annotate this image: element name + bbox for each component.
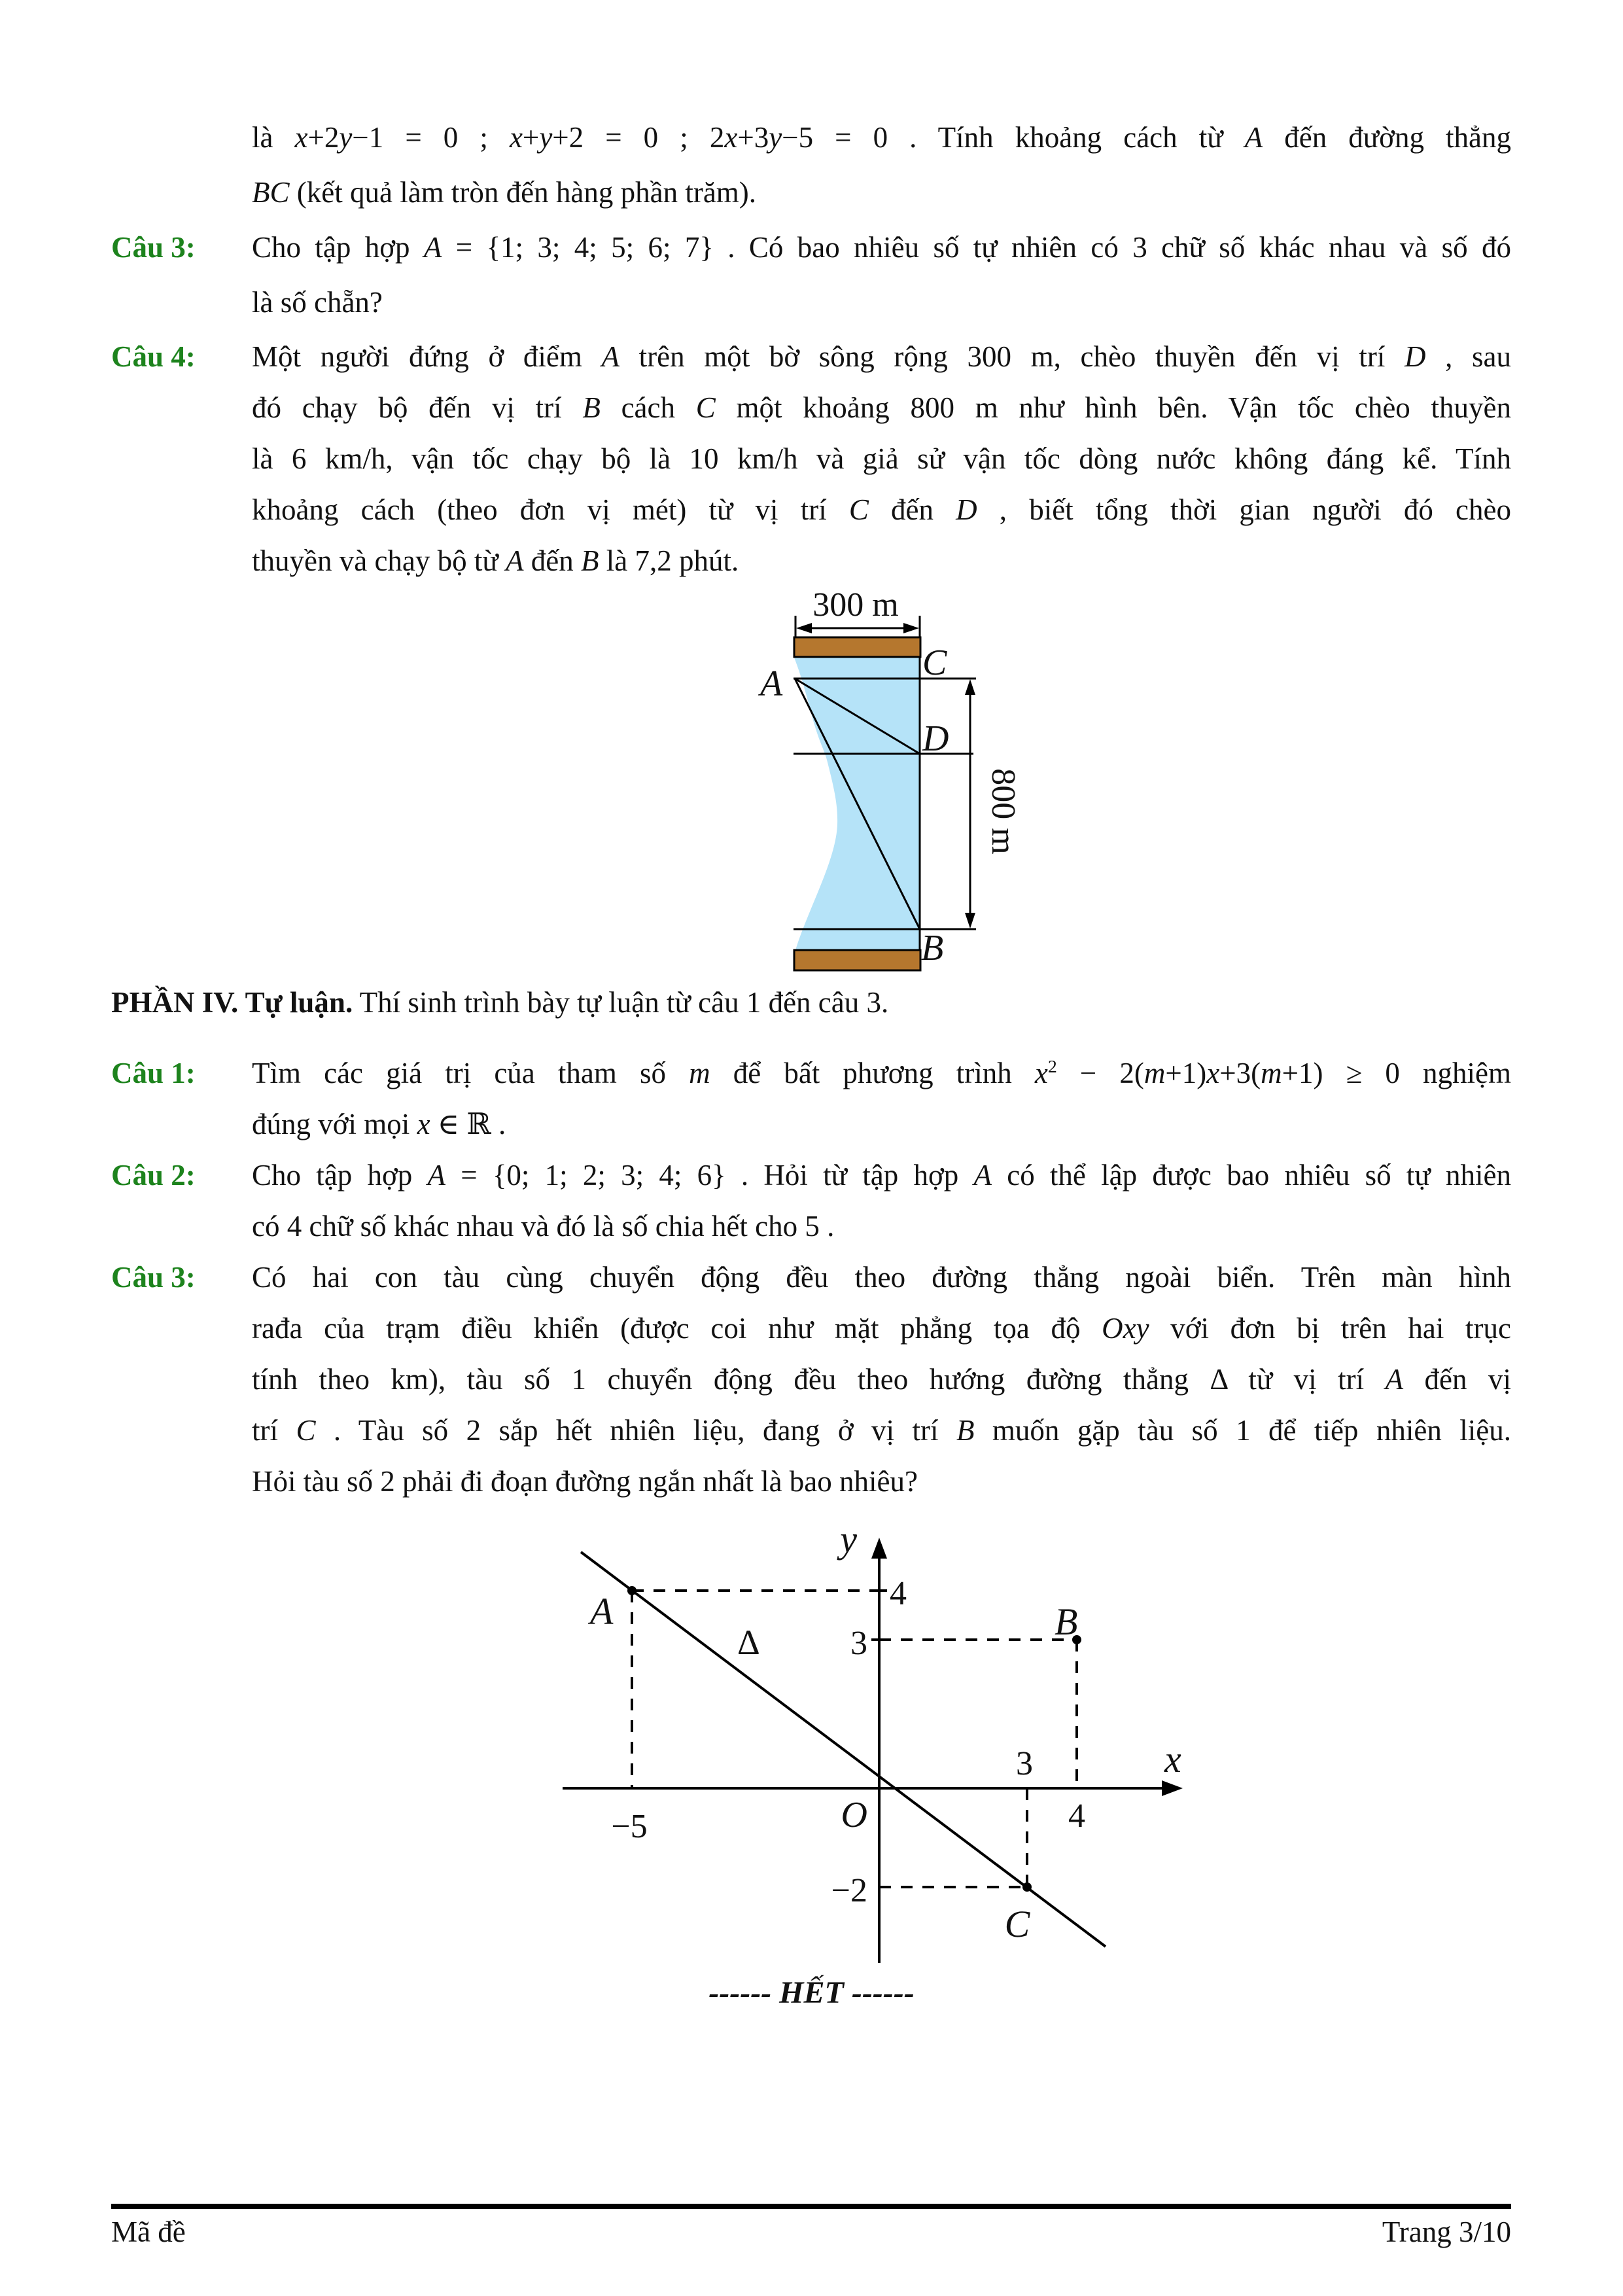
question-label: Câu 3: [111, 1261, 196, 1294]
text-line: Cho tập hợp A = {0; 1; 2; 3; 4; 6} . Hỏi từ tập hợp A có thể lập được bao nhiêu số tự nhiên [252, 1159, 1511, 1192]
origin-label: O [841, 1795, 867, 1835]
text-line: khoảng cách (theo đơn vị mét) từ vị trí C đến D , biết tổng thời gian người đó chèo [252, 493, 1511, 526]
text-line: Cho tập hợp A = {1; 3; 4; 5; 6; 7} . Có bao nhiêu số tự nhiên có 3 chữ số khác nhau và số đó [252, 231, 1511, 264]
text-line: rađa của trạm điều khiển (được coi như mặt phẳng tọa độ Oxy với đơn bị trên hai trục [252, 1312, 1511, 1345]
text-line: Tìm các giá trị của tham số m để bất phương trình $x^2 - 2(m+1)x+3(m+1) \ge 0$ nghiệm [252, 1057, 1511, 1089]
tick-label-y3: 3 [850, 1625, 867, 1662]
y-axis-label: y [840, 1525, 857, 1561]
text-line: trí C . Tàu số 2 sắp hết nhiên liệu, đang ở vị trí B muốn gặp tàu số 1 để tiếp nhiên liệu. [252, 1414, 1511, 1447]
footer-rule [111, 2204, 1511, 2209]
river-point-a-label: A [760, 663, 783, 704]
river-bank-bottom [794, 950, 920, 970]
text-line: là 6 km/h, vận tốc chạy bộ là 10 km/h và giả sử vận tốc dòng nước không đáng kể. Tính [252, 442, 1511, 475]
text-line: Hỏi tàu số 2 phải đi đoạn đường ngắn nhất là bao nhiêu? [252, 1465, 918, 1498]
question-label: Câu 4: [111, 340, 196, 373]
text-line: BC (kết quả làm tròn đến hàng phần trăm). [252, 176, 757, 209]
tick-label-x4: 4 [1068, 1797, 1085, 1835]
river-figure-svg [720, 586, 1047, 985]
question-mc-3 [111, 220, 1511, 330]
section-heading-rest: Thí sinh trình bày tự luận từ câu 1 đến câu 3. [353, 986, 889, 1019]
question-essay-3 [111, 1252, 1511, 1507]
text-line: Có hai con tàu cùng chuyển động đều theo đường thẳng ngoài biển. Trên màn hình [252, 1261, 1511, 1294]
river-bank-top [794, 637, 920, 657]
text-line: đúng với mọi x ∈ ℝ . [252, 1108, 506, 1140]
intro-paragraph [252, 110, 1511, 220]
section-heading-bold: PHẦN IV. Tự luận. [111, 986, 353, 1019]
question-label: Câu 1: [111, 1057, 196, 1089]
point-c-dot [1022, 1882, 1032, 1892]
footer [111, 2215, 1511, 2249]
question-label: Câu 3: [111, 231, 196, 264]
footer-page-number: Trang 3/10 [1382, 2216, 1511, 2248]
text-line: là số chẵn? [252, 286, 383, 319]
river-height-label: 800 m [985, 768, 1022, 855]
delta-label: Δ [737, 1623, 760, 1662]
point-a-label: A [590, 1590, 614, 1633]
river-point-d-label: D [922, 718, 949, 759]
text-line: tính theo km), tàu số 1 chuyển động đều theo hướng đường thẳng Δ từ vị trí A đến vị [252, 1363, 1511, 1396]
text-line: Một người đứng ở điểm A trên một bờ sông rộng 300 m, chèo thuyền đến vị trí D , sau [252, 340, 1511, 373]
text-line: là x+2y−1 = 0 ; x+y+2 = 0 ; 2x+3y−5 = 0 . Tính khoảng cách từ A đến đường thẳng [252, 121, 1512, 154]
axes-figure [550, 1525, 1204, 1969]
question-essay-2 [111, 1150, 1511, 1252]
river-point-c-label: C [922, 643, 947, 683]
river-width-label: 300 m [812, 586, 899, 624]
river-point-b-label: B [921, 928, 944, 968]
dim-width-arrowhead-right [903, 623, 919, 633]
dim-height-arrowhead-top [965, 679, 975, 695]
text-line: có 4 chữ số khác nhau và đó là số chia hết cho 5 . [252, 1210, 835, 1243]
tick-label-ym2: −2 [831, 1872, 867, 1909]
point-a-dot [627, 1586, 637, 1595]
tick-label-x3: 3 [1016, 1745, 1033, 1782]
section-heading [111, 983, 1511, 1022]
tick-label-y4: 4 [890, 1575, 907, 1612]
x-axis-label: x [1164, 1738, 1181, 1780]
tick-label-xm5: −5 [611, 1808, 648, 1845]
point-c-label: C [1004, 1903, 1030, 1945]
footer-exam-code: Mã đề [111, 2216, 186, 2248]
question-mc-4 [111, 331, 1511, 586]
end-mark: ------ HẾT ------ [708, 1975, 915, 2010]
question-essay-1 [111, 1048, 1511, 1150]
point-b-label: B [1055, 1600, 1078, 1643]
x-axis-arrowhead [1162, 1780, 1183, 1796]
text-line: đó chạy bộ đến vị trí B cách C một khoảng 800 m như hình bên. Vận tốc chèo thuyền [252, 391, 1512, 424]
question-label: Câu 2: [111, 1159, 196, 1192]
river-figure [720, 586, 1047, 985]
text-line: thuyền và chạy bộ từ A đến B là 7,2 phút. [252, 544, 739, 577]
axes-figure-svg [550, 1525, 1204, 1969]
y-axis-arrowhead [871, 1538, 887, 1559]
dim-width-arrowhead-left [796, 623, 812, 633]
dim-height-arrowhead-bottom [965, 913, 975, 928]
